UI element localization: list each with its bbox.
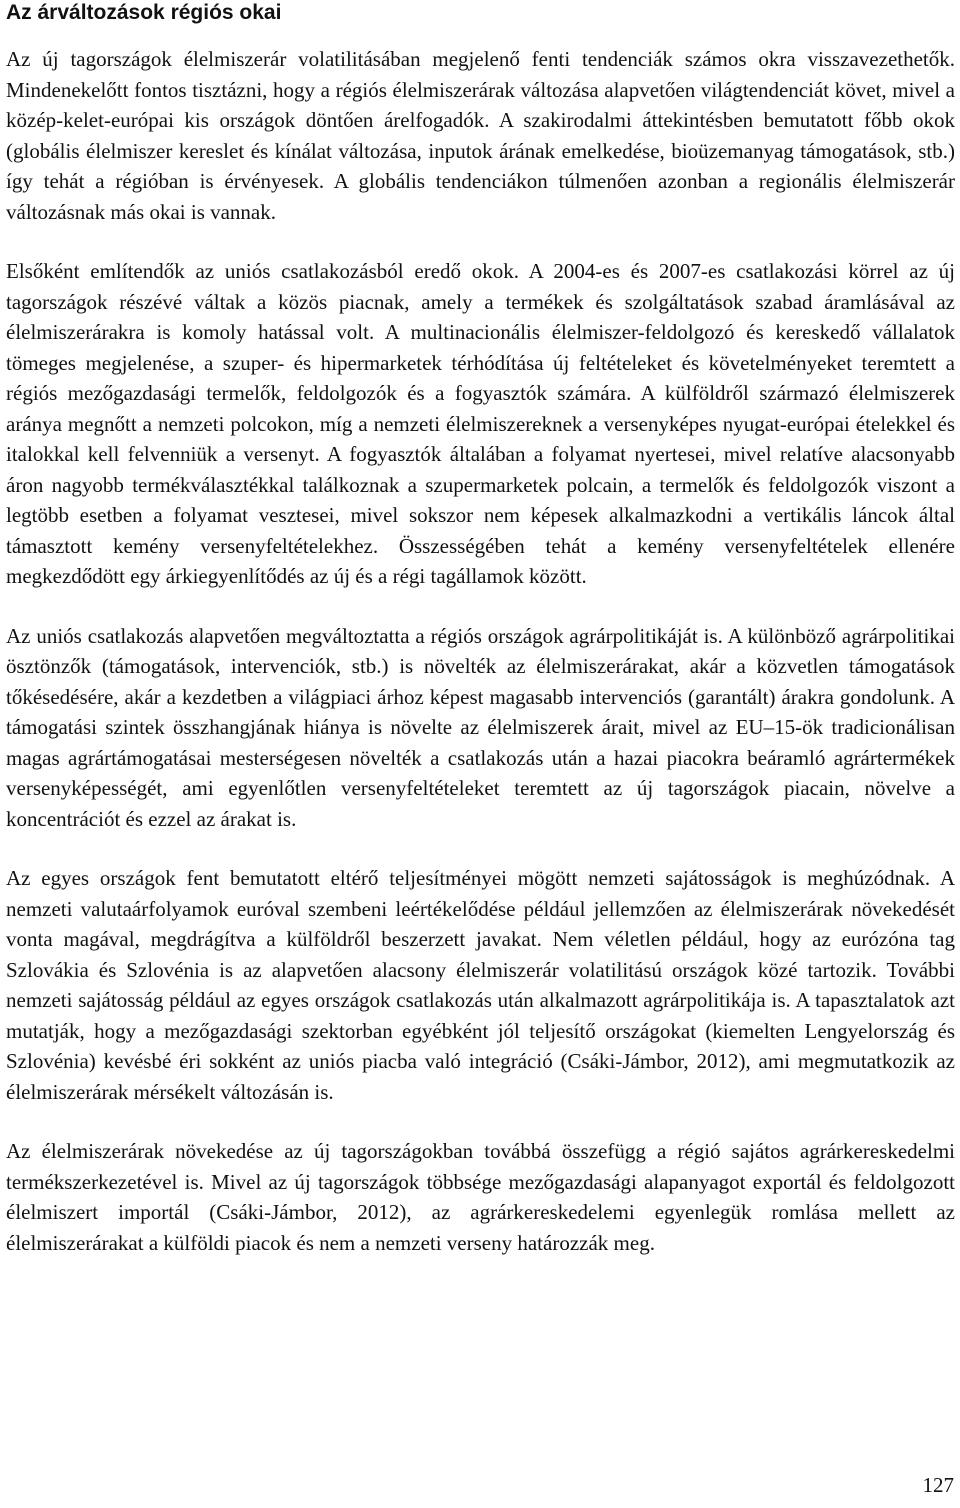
document-page <box>6 0 955 1287</box>
section-heading: Az árváltozások régiós okai <box>6 1 282 24</box>
paragraph-2: Elsőként említendők az uniós csatlakozásból eredő okok. A 2004-es és 2007-es csatlakozási körrel az új tagországok részévé váltak a közös piacnak, amely a termékek és szolgáltatások szabad áramlásával az élelmiszerárakra is komoly hatással volt. A multinacionális élelmiszer-feldolgozó és kereskedő vállalatok tömeges megjelenése, a szuper- és hipermarketek térhódítása új feltételeket és követelményeket teremtett a régiós mezőgazdasági termelők, feldolgozók és a fogyasztók számára. A külföldről származó élelmiszerek aránya megnőtt a nemzeti polcokon, míg a nemzeti élelmiszereknek a versenyképes nyugat-európai ételekkel és italokkal kell felvenniük a versenyt. A fogyasztók általában a folyamat nyertesei, mivel relatíve alacsonyabb áron nagyobb termékválasztékkal találkoznak a szupermarketek polcain, a termelők és feldolgozók viszont a legtöbb esetben a folyamat vesztesei, mivel sokszor nem képesek alkalmazkodni a vertikális láncok által támasztott kemény versenyfeltételekhez. Összességében tehát a kemény versenyfeltételek ellenére megkezdődött egy árkiegyenlítődés az új és a régi tagállamok között. <box>6 259 955 588</box>
page-number: 127 <box>922 1473 954 1497</box>
body-text <box>6 44 955 1258</box>
paragraph-1: Az új tagországok élelmiszerár volatilitásában megjelenő fenti tendenciák számos okra visszavezethetők. Mindenekelőtt fontos tisztázni, hogy a régiós élelmiszerárak változása alapvetően világtendenciát követ, mivel a közép-kelet-európai kis országok döntően árelfogadók. A szakirodalmi áttekintésben bemutatott főbb okok (globális élelmiszer kereslet és kínálat változása, inputok árának emelkedése, bioüzemanyag támogatások, stb.) így tehát a régióban is érvényesek. A globális tendenciákon túlmenően azonban a regionális élelmiszerár változásnak más okai is vannak. <box>6 47 955 224</box>
paragraph-4: Az egyes országok fent bemutatott eltérő teljesítményei mögött nemzeti sajátosságok is meghúzódnak. A nemzeti valutaárfolyamok euróval szembeni leértékelődése például jellemzően az élelmiszerárak növekedését vonta magával, megdrágítva a külföldről beszerzett javakat. Nem véletlen például, hogy az eurózóna tag Szlovákia és Szlovénia is az alapvetően alacsony élelmiszerár volatilitású országok közé tartozik. További nemzeti sajátosság például az egyes országok csatlakozás után alkalmazott agrárpolitikája is. A tapasztalatok azt mutatják, hogy a mezőgazdasági szektorban egyébként jól teljesítő országokat (kiemelten Lengyelország és Szlovénia) kevésbé éri sokként az uniós piacba való integráció (Csáki-Jámbor, 2012), ami megmutatkozik az élelmiszerárak mérsékelt változásán is. <box>6 866 955 1104</box>
paragraph-5: Az élelmiszerárak növekedése az új tagországokban továbbá összefügg a régió sajátos agrárkereskedelmi termékszerkezetével is. Mivel az új tagországok többsége mezőgazdasági alapanyagot exportál és feldolgozott élelmiszert importál (Csáki-Jámbor, 2012), az agrárkereskedelemi egyenlegük romlása mellett az élelmiszerárakat a külföldi piacok és nem a nemzeti verseny határozzák meg. <box>6 1139 955 1255</box>
paragraph-3: Az uniós csatlakozás alapvetően megváltoztatta a régiós országok agrárpolitikáját is. A különböző agrárpolitikai ösztönzők (támogatások, intervenciók, stb.) is növelték az élelmiszerárakat, akár a közvetlen támogatások tőkésedésére, akár a kezdetben a világpiaci árhoz képest magasabb intervenciós (garantált) árakra gondolunk. A támogatási szintek összhangjának hiánya is növelte az élelmiszerek árait, mivel az EU–15-ök tradicionálisan magas agrártámogatásai mesterségesen növelték a csatlakozás után a hazai piacokra beáramló agrártermékek versenyképességét, ami egyenlőtlen versenyfeltételeket teremtett az új tagországok piacain, növelve a koncentrációt és ezzel az árakat is. <box>6 623 955 831</box>
